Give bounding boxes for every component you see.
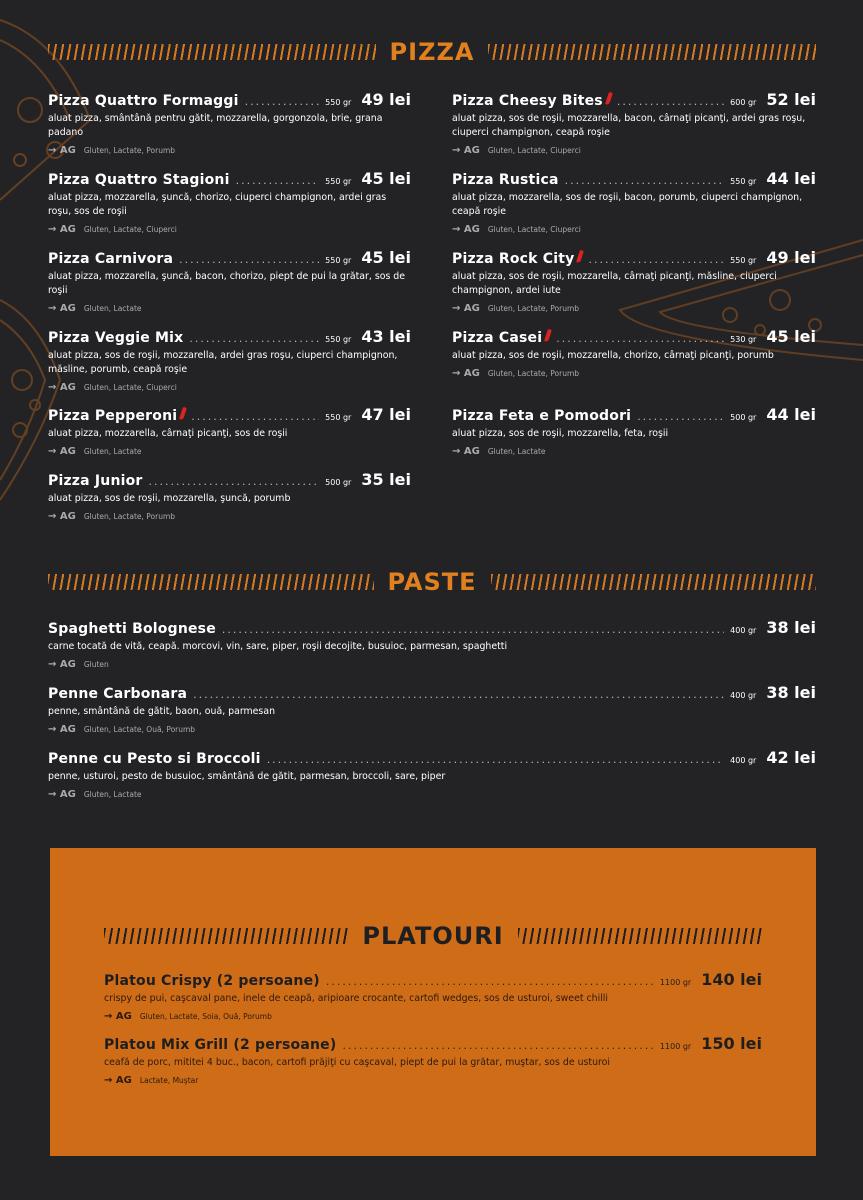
menu-item-pizza-rock-city xyxy=(452,248,816,314)
dot-leader xyxy=(588,253,724,266)
dot-leader xyxy=(565,174,725,187)
dot-leader xyxy=(189,332,319,345)
menu-item-platou-crispy xyxy=(104,970,762,1022)
header-rule-right xyxy=(491,574,817,590)
item-weight: 550 gr xyxy=(730,256,757,265)
item-name: Pizza Junior xyxy=(48,473,143,489)
item-weight: 400 gr xyxy=(730,691,757,700)
dot-leader xyxy=(193,688,724,701)
item-weight: 600 gr xyxy=(730,98,757,107)
allergen-list: Gluten, Lactate xyxy=(83,304,142,313)
item-weight: 400 gr xyxy=(730,626,757,635)
platouri-panel xyxy=(50,848,816,1156)
chili-pepper-icon xyxy=(605,92,613,106)
item-weight: 550 gr xyxy=(730,177,757,186)
allergen-arrow-icon: → AG xyxy=(48,303,76,314)
menu-item-pizza-rustica xyxy=(452,169,816,235)
item-description: aluat pizza, mozzarella, cârnaţi picanţi, sos de roşii xyxy=(48,428,288,439)
pizza-section-header xyxy=(48,40,816,64)
item-weight: 550 gr xyxy=(325,177,352,186)
allergen-arrow-icon: → AG xyxy=(48,511,76,522)
item-name: Pizza Pepperoni xyxy=(48,408,178,424)
allergen-arrow-icon: → AG xyxy=(104,1011,132,1022)
allergen-arrow-icon: → AG xyxy=(452,303,480,314)
item-description: aluat pizza, sos de roşii, mozzarella, bacon, cârnaţi picanţi, ardei gras roşu, ciuperci champignon, ceapă roşie xyxy=(452,113,806,138)
item-description: ceafă de porc, mititei 4 buc., bacon, cartofi prăjiţi cu caşcaval, piept de pui la grătar, muştar, sos de usturoi xyxy=(104,1057,611,1068)
item-price: 49 lei xyxy=(361,90,411,109)
item-description: aluat pizza, smântână pentru gătit, mozzarella, gorgonzola, brie, grana padano xyxy=(48,113,383,138)
allergen-arrow-icon: → AG xyxy=(48,659,76,670)
item-name: Pizza Rustica xyxy=(452,172,559,188)
item-weight: 530 gr xyxy=(730,335,757,344)
item-name: Platou Mix Grill (2 persoane) xyxy=(104,1037,337,1053)
item-price: 47 lei xyxy=(361,405,411,424)
menu-item-pizza-casei xyxy=(452,327,816,379)
menu-item-penne-pesto-broccoli xyxy=(48,748,816,800)
allergen-list: Gluten, Lactate, Ciuperci xyxy=(83,383,177,392)
item-description: aluat pizza, mozzarella, şuncă, chorizo, ciuperci champignon, ardei gras roşu, sos de roşii xyxy=(48,192,387,217)
dot-leader xyxy=(222,623,724,636)
item-name: Platou Crispy (2 persoane) xyxy=(104,973,320,989)
dot-leader xyxy=(342,1039,653,1052)
allergen-list: Gluten, Lactate, Porumb xyxy=(83,146,176,155)
item-name: Penne cu Pesto si Broccoli xyxy=(48,751,261,767)
item-weight: 1100 gr xyxy=(659,978,692,987)
dot-leader xyxy=(556,332,724,345)
dot-leader xyxy=(149,475,320,488)
allergen-arrow-icon: → AG xyxy=(48,145,76,156)
allergen-list: Gluten, Lactate, Ciuperci xyxy=(83,225,177,234)
allergen-list: Gluten, Lactate, Ciuperci xyxy=(487,146,581,155)
item-description: aluat pizza, sos de roşii, mozzarella, feta, roşii xyxy=(452,428,669,439)
item-price: 45 lei xyxy=(766,327,816,346)
allergen-arrow-icon: → AG xyxy=(452,368,480,379)
platouri-section-title: PLATOURI xyxy=(362,922,504,950)
item-description: carne tocată de vită, ceapă. morcovi, vin, sare, piper, roşii decojite, busuioc, parmesan, spaghetti xyxy=(48,641,508,652)
header-rule-right xyxy=(488,44,816,60)
dot-leader xyxy=(637,410,724,423)
allergen-list: Gluten xyxy=(83,660,109,669)
item-weight: 500 gr xyxy=(325,478,352,487)
menu-item-pizza-veggie-mix xyxy=(48,327,411,393)
item-price: 52 lei xyxy=(766,90,816,109)
item-name: Pizza Carnivora xyxy=(48,251,174,267)
dot-leader xyxy=(267,753,724,766)
allergen-list: Gluten, Lactate xyxy=(83,790,142,799)
dot-leader xyxy=(617,95,724,108)
item-description: aluat pizza, sos de roşii, mozzarella, şuncă, porumb xyxy=(48,493,291,504)
item-name: Pizza Casei xyxy=(452,330,543,346)
header-rule-left xyxy=(48,574,374,590)
allergen-list: Gluten, Lactate, Porumb xyxy=(487,369,580,378)
allergen-list: Gluten, Lactate, Ouă, Porumb xyxy=(83,725,196,734)
dot-leader xyxy=(245,95,320,108)
item-weight: 550 gr xyxy=(325,256,352,265)
allergen-arrow-icon: → AG xyxy=(452,224,480,235)
item-description: penne, smântână de gătit, baon, ouă, parmesan xyxy=(48,706,276,717)
allergen-list: Gluten, Lactate, Porumb xyxy=(83,512,176,521)
item-price: 49 lei xyxy=(766,248,816,267)
menu-item-penne-carbonara xyxy=(48,683,816,735)
paste-section-title: PASTE xyxy=(387,568,477,596)
item-description: aluat pizza, mozzarella, şuncă, bacon, chorizo, piept de pui la grătar, sos de roşii xyxy=(48,271,406,296)
dot-leader xyxy=(179,253,319,266)
menu-item-pizza-quattro-stagioni xyxy=(48,169,411,235)
item-weight: 400 gr xyxy=(730,756,757,765)
item-name: Pizza Rock City xyxy=(452,251,575,267)
menu-item-platou-mix-grill xyxy=(104,1034,762,1086)
allergen-arrow-icon: → AG xyxy=(48,446,76,457)
header-rule-left xyxy=(104,928,348,944)
allergen-arrow-icon: → AG xyxy=(48,724,76,735)
platouri-section-header xyxy=(104,924,762,948)
item-weight: 550 gr xyxy=(325,335,352,344)
menu-item-pizza-junior xyxy=(48,470,411,522)
menu-item-pizza-quattro-formaggi xyxy=(48,90,411,156)
item-description: aluat pizza, sos de roşii, mozzarella, chorizo, cârnaţi picanţi, porumb xyxy=(452,350,774,361)
item-weight: 1100 gr xyxy=(659,1042,692,1051)
allergen-list: Gluten, Lactate, Ciuperci xyxy=(487,225,581,234)
allergen-list: Gluten, Lactate xyxy=(83,447,142,456)
allergen-arrow-icon: → AG xyxy=(48,789,76,800)
item-price: 140 lei xyxy=(701,970,762,989)
allergen-arrow-icon: → AG xyxy=(452,145,480,156)
allergen-arrow-icon: → AG xyxy=(48,224,76,235)
item-name: Penne Carbonara xyxy=(48,686,188,702)
chili-pepper-icon xyxy=(544,329,552,343)
item-name: Pizza Cheesy Bites xyxy=(452,93,603,109)
dot-leader xyxy=(191,410,319,423)
item-price: 35 lei xyxy=(361,470,411,489)
item-name: Spaghetti Bolognese xyxy=(48,621,216,637)
allergen-list: Gluten, Lactate, Soia, Ouă, Porumb xyxy=(139,1012,272,1021)
item-price: 45 lei xyxy=(361,248,411,267)
header-rule-left xyxy=(48,44,376,60)
item-price: 38 lei xyxy=(766,683,816,702)
item-price: 43 lei xyxy=(361,327,411,346)
menu-item-pizza-feta-e-pomodori xyxy=(452,405,816,457)
chili-pepper-icon xyxy=(577,250,585,264)
item-weight: 550 gr xyxy=(325,413,352,422)
allergen-list: Gluten, Lactate xyxy=(487,447,546,456)
allergen-list: Gluten, Lactate, Porumb xyxy=(487,304,580,313)
menu-item-spaghetti-bolognese xyxy=(48,618,816,670)
item-description: aluat pizza, mozzarella, sos de roşii, bacon, porumb, ciuperci champignon, ceapă roşie xyxy=(452,192,803,217)
item-description: crispy de pui, caşcaval pane, inele de ceapă, aripioare crocante, cartofi wedges, sos de usturoi, sweet chilli xyxy=(104,993,609,1004)
item-description: aluat pizza, sos de roşii, mozzarella, ardei gras roşu, ciuperci champignon, măsline, porumb, ceapă roşie xyxy=(48,350,398,375)
menu-item-pizza-cheesy-bites xyxy=(452,90,816,156)
item-price: 150 lei xyxy=(701,1034,762,1053)
item-name: Pizza Quattro Stagioni xyxy=(48,172,230,188)
menu-item-pizza-carnivora xyxy=(48,248,411,314)
allergen-arrow-icon: → AG xyxy=(104,1075,132,1086)
paste-section-header xyxy=(48,570,816,594)
item-price: 45 lei xyxy=(361,169,411,188)
allergen-list: Lactate, Muştar xyxy=(139,1076,199,1085)
item-description: penne, usturoi, pesto de busuioc, smântână de gătit, parmesan, broccoli, sare, piper xyxy=(48,771,446,782)
item-price: 44 lei xyxy=(766,405,816,424)
item-name: Pizza Veggie Mix xyxy=(48,330,184,346)
dot-leader xyxy=(326,975,654,988)
item-weight: 500 gr xyxy=(730,413,757,422)
item-description: aluat pizza, sos de roşii, mozzarella, cârnaţi picanţi, măsline, ciuperci champignon, ardei iute xyxy=(452,271,777,296)
allergen-arrow-icon: → AG xyxy=(48,382,76,393)
item-price: 44 lei xyxy=(766,169,816,188)
menu-item-pizza-pepperoni xyxy=(48,405,411,457)
item-price: 42 lei xyxy=(766,748,816,767)
dot-leader xyxy=(236,174,320,187)
pizza-section-title: PIZZA xyxy=(389,38,475,66)
item-weight: 550 gr xyxy=(325,98,352,107)
item-price: 38 lei xyxy=(766,618,816,637)
chili-pepper-icon xyxy=(179,407,187,421)
allergen-arrow-icon: → AG xyxy=(452,446,480,457)
header-rule-right xyxy=(518,928,762,944)
item-name: Pizza Quattro Formaggi xyxy=(48,93,239,109)
item-name: Pizza Feta e Pomodori xyxy=(452,408,632,424)
